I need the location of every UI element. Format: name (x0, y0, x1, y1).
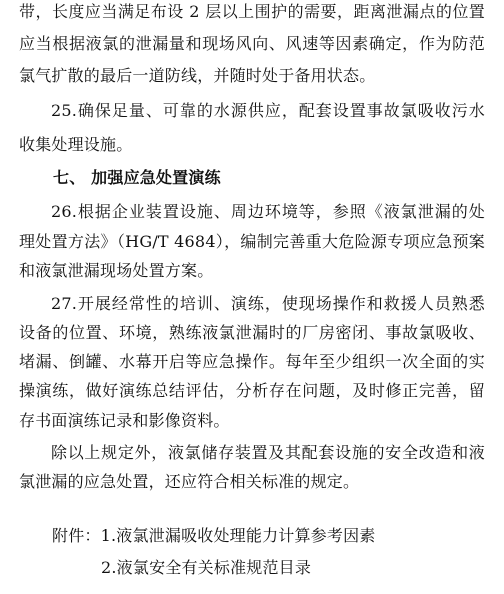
paragraph-line: 带，长度应当满足布设 2 层以上围护的需要，距离泄漏点的位置 (19, 2, 485, 21)
item-27-line: 设备的位置、环境，熟练液氯泄漏时的厂房密闭、事故氯吸收、 (19, 323, 485, 342)
item-27-line: 操演练，做好演练总结评估，分析存在问题，及时修正完善，留 (19, 381, 485, 400)
item-26-line: 26.根据企业装置设施、周边环境等，参照《液氯泄漏的处 (51, 202, 485, 221)
section-heading: 七、 加强应急处置演练 (53, 168, 221, 187)
closing-paragraph-line: 氯泄漏的应急处置，还应符合相关标准的规定。 (19, 472, 360, 491)
paragraph-line: 氯气扩散的最后一道防线，并随时处于备用状态。 (19, 66, 376, 85)
item-27-line: 存书面演练记录和影像资料。 (19, 411, 230, 430)
item-27-line: 27.开展经常性的培训、演练，使现场操作和救援人员熟悉 (51, 294, 485, 313)
attachments-label: 附件： (52, 526, 101, 545)
attachments-line (52, 526, 504, 546)
item-25-line: 25.确保足量、可靠的水源供应，配套设置事故氯吸收污水 (51, 101, 485, 120)
item-26-line: 和液氯泄漏现场处置方案。 (19, 261, 214, 280)
paragraph-line: 应当根据液氯的泄漏量和现场风向、风速等因素确定，作为防范 (19, 34, 485, 53)
attachment-item: 2.液氯安全有关标准规范目录 (101, 558, 312, 577)
item-27-line: 堵漏、倒罐、水幕开启等应急操作。每年至少组织一次全面的实 (19, 352, 485, 371)
attachment-item: 1.液氯泄漏吸收处理能力计算参考因素 (100, 526, 376, 545)
item-25-line: 收集处理设施。 (19, 135, 133, 154)
closing-paragraph-line: 除以上规定外，液氯储存装置及其配套设施的安全改造和液 (51, 443, 485, 462)
item-26-line: 理处置方法》（HG/T 4684），编制完善重大危险源专项应急预案 (19, 232, 485, 251)
